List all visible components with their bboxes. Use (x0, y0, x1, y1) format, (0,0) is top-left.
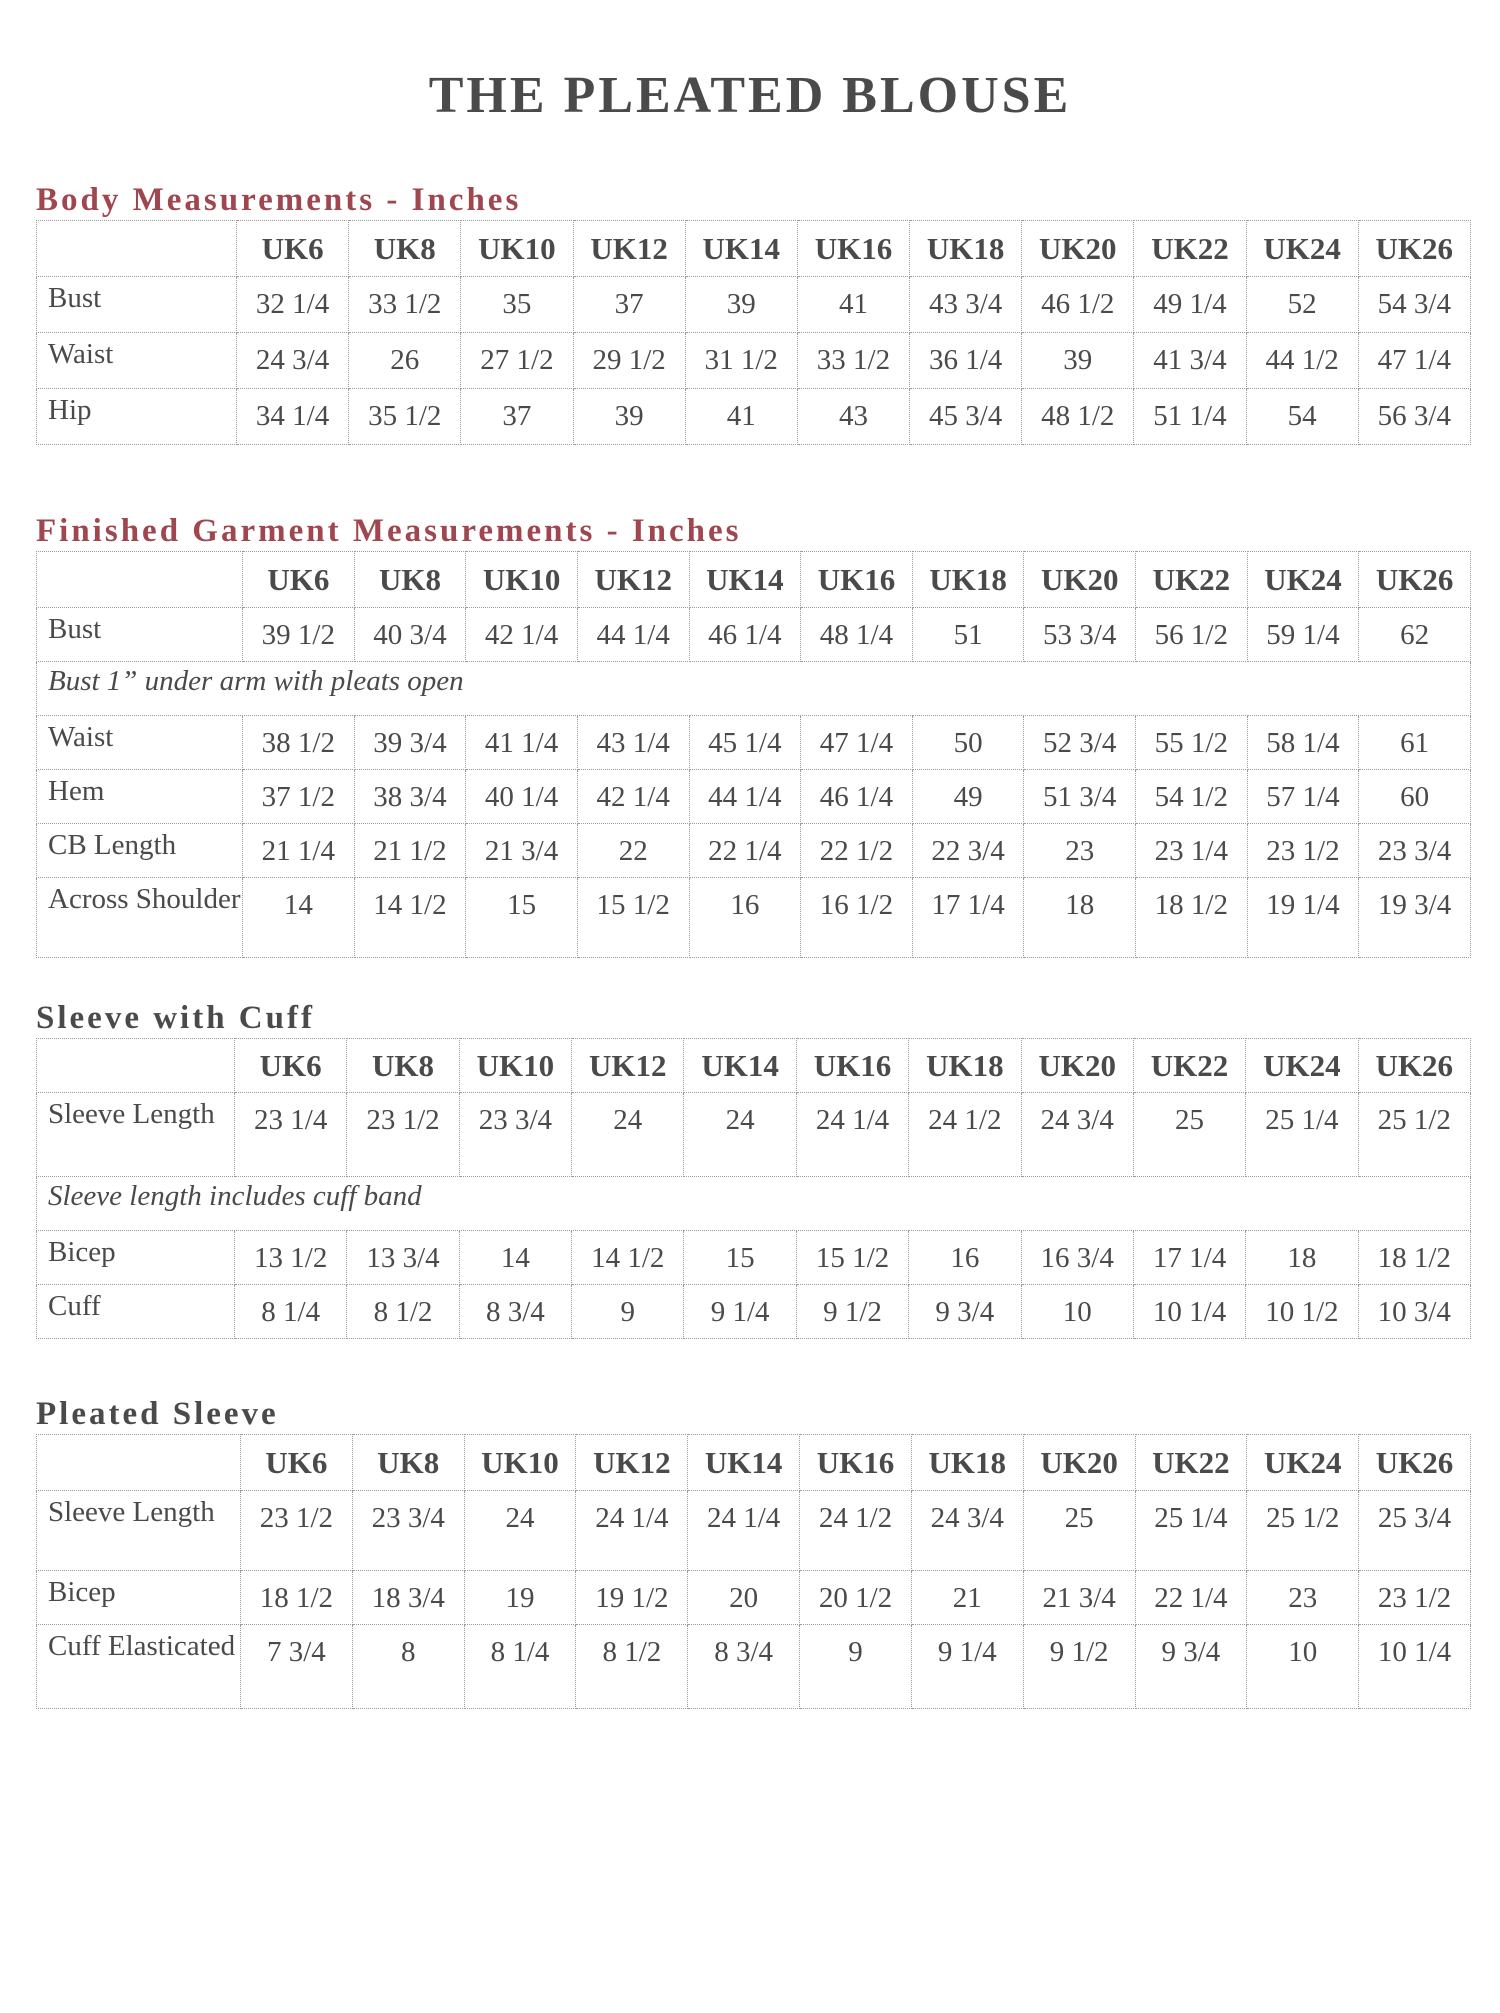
note-row (37, 1177, 1471, 1231)
value-cell: 42 1/4 (577, 770, 689, 824)
size-header-cell: UK12 (576, 1435, 688, 1491)
size-header-cell: UK22 (1135, 1435, 1247, 1491)
value-cell: 40 1/4 (466, 770, 578, 824)
value-cell: 24 3/4 (1021, 1093, 1133, 1177)
value-cell: 39 3/4 (354, 716, 466, 770)
row-label: Waist (37, 333, 237, 389)
value-cell: 26 (349, 333, 461, 389)
value-cell: 9 1/2 (796, 1285, 908, 1339)
row-note: Sleeve length includes cuff band (37, 1177, 1471, 1231)
value-cell: 29 1/2 (573, 333, 685, 389)
measurement-row (37, 608, 1471, 662)
value-cell: 40 3/4 (354, 608, 466, 662)
value-cell: 24 1/2 (800, 1491, 912, 1571)
size-header-cell: UK6 (237, 221, 349, 277)
value-cell: 46 1/4 (689, 608, 801, 662)
size-header-cell: UK10 (461, 221, 573, 277)
value-cell: 42 1/4 (466, 608, 578, 662)
value-cell: 25 3/4 (1359, 1491, 1471, 1571)
value-cell: 38 3/4 (354, 770, 466, 824)
value-cell: 41 (797, 277, 909, 333)
value-cell: 43 3/4 (910, 277, 1022, 333)
value-cell: 23 1/2 (347, 1093, 459, 1177)
value-cell: 24 1/2 (909, 1093, 1021, 1177)
value-cell: 7 3/4 (241, 1625, 353, 1709)
value-cell: 61 (1359, 716, 1471, 770)
size-header-cell: UK24 (1247, 1435, 1359, 1491)
value-cell: 23 1/4 (1136, 824, 1248, 878)
row-note: Bust 1” under arm with pleats open (37, 662, 1471, 716)
value-cell: 25 1/2 (1247, 1491, 1359, 1571)
measurement-row (37, 1285, 1471, 1339)
value-cell: 41 1/4 (466, 716, 578, 770)
value-cell: 39 (1022, 333, 1134, 389)
value-cell: 8 1/2 (347, 1285, 459, 1339)
value-cell: 37 (573, 277, 685, 333)
value-cell: 16 1/2 (801, 878, 913, 958)
measurement-row (37, 1231, 1471, 1285)
value-cell: 44 1/2 (1246, 333, 1358, 389)
value-cell: 16 3/4 (1021, 1231, 1133, 1285)
row-label: Bust (37, 277, 237, 333)
size-header-row (37, 552, 1471, 608)
header-corner-cell (37, 552, 243, 608)
size-header-cell: UK6 (235, 1039, 347, 1093)
value-cell: 23 1/2 (241, 1491, 353, 1571)
value-cell: 13 3/4 (347, 1231, 459, 1285)
value-cell: 19 3/4 (1359, 878, 1471, 958)
value-cell: 19 1/4 (1247, 878, 1359, 958)
value-cell: 43 1/4 (577, 716, 689, 770)
value-cell: 15 (684, 1231, 796, 1285)
value-cell: 14 1/2 (572, 1231, 684, 1285)
value-cell: 18 (1246, 1231, 1358, 1285)
sleeve-with-cuff-table (36, 1038, 1471, 1339)
value-cell: 23 3/4 (352, 1491, 464, 1571)
value-cell: 17 1/4 (912, 878, 1024, 958)
value-cell: 9 1/2 (1023, 1625, 1135, 1709)
size-header-cell: UK10 (459, 1039, 571, 1093)
value-cell: 18 (1024, 878, 1136, 958)
value-cell: 49 1/4 (1134, 277, 1246, 333)
row-label: Bicep (37, 1571, 241, 1625)
value-cell: 51 1/4 (1134, 389, 1246, 445)
value-cell: 23 (1024, 824, 1136, 878)
size-header-cell: UK16 (800, 1435, 912, 1491)
value-cell: 24 1/4 (796, 1093, 908, 1177)
size-header-cell: UK14 (689, 552, 801, 608)
value-cell: 8 1/4 (235, 1285, 347, 1339)
measurement-row (37, 277, 1471, 333)
size-header-cell: UK20 (1024, 552, 1136, 608)
value-cell: 53 3/4 (1024, 608, 1136, 662)
size-header-cell: UK12 (577, 552, 689, 608)
value-cell: 24 (464, 1491, 576, 1571)
size-header-cell: UK10 (464, 1435, 576, 1491)
value-cell: 10 1/2 (1246, 1285, 1358, 1339)
value-cell: 39 (685, 277, 797, 333)
row-label: Cuff (37, 1285, 235, 1339)
value-cell: 54 1/2 (1136, 770, 1248, 824)
measurement-row (37, 333, 1471, 389)
note-row (37, 662, 1471, 716)
value-cell: 50 (912, 716, 1024, 770)
value-cell: 47 1/4 (1358, 333, 1470, 389)
value-cell: 20 1/2 (800, 1571, 912, 1625)
size-header-cell: UK10 (466, 552, 578, 608)
value-cell: 24 1/4 (576, 1491, 688, 1571)
size-header-cell: UK16 (796, 1039, 908, 1093)
value-cell: 22 1/2 (801, 824, 913, 878)
value-cell: 9 1/4 (684, 1285, 796, 1339)
value-cell: 22 (577, 824, 689, 878)
size-header-cell: UK16 (801, 552, 913, 608)
value-cell: 18 1/2 (1358, 1231, 1470, 1285)
value-cell: 32 1/4 (237, 277, 349, 333)
value-cell: 16 (909, 1231, 1021, 1285)
value-cell: 45 3/4 (910, 389, 1022, 445)
size-header-cell: UK8 (347, 1039, 459, 1093)
value-cell: 58 1/4 (1247, 716, 1359, 770)
value-cell: 22 1/4 (689, 824, 801, 878)
size-header-row (37, 1435, 1471, 1491)
value-cell: 15 1/2 (796, 1231, 908, 1285)
size-header-cell: UK8 (354, 552, 466, 608)
size-header-cell: UK18 (911, 1435, 1023, 1491)
size-header-cell: UK14 (688, 1435, 800, 1491)
value-cell: 34 1/4 (237, 389, 349, 445)
value-cell: 10 1/4 (1359, 1625, 1471, 1709)
measurement-row (37, 389, 1471, 445)
size-header-cell: UK20 (1023, 1435, 1135, 1491)
value-cell: 35 (461, 277, 573, 333)
value-cell: 59 1/4 (1247, 608, 1359, 662)
value-cell: 17 1/4 (1133, 1231, 1245, 1285)
value-cell: 8 (352, 1625, 464, 1709)
value-cell: 24 3/4 (911, 1491, 1023, 1571)
value-cell: 8 3/4 (459, 1285, 571, 1339)
size-header-row (37, 221, 1471, 277)
body-measurements-table (36, 220, 1471, 445)
value-cell: 10 3/4 (1358, 1285, 1470, 1339)
value-cell: 60 (1359, 770, 1471, 824)
value-cell: 55 1/2 (1136, 716, 1248, 770)
size-header-cell: UK14 (684, 1039, 796, 1093)
value-cell: 31 1/2 (685, 333, 797, 389)
value-cell: 41 3/4 (1134, 333, 1246, 389)
row-label: Waist (37, 716, 243, 770)
value-cell: 23 (1247, 1571, 1359, 1625)
value-cell: 9 3/4 (1135, 1625, 1247, 1709)
value-cell: 9 (572, 1285, 684, 1339)
value-cell: 35 1/2 (349, 389, 461, 445)
value-cell: 8 1/4 (464, 1625, 576, 1709)
value-cell: 18 1/2 (241, 1571, 353, 1625)
section-heading: Body Measurements - Inches (36, 182, 522, 218)
value-cell: 39 1/2 (243, 608, 355, 662)
measurement-row (37, 1571, 1471, 1625)
value-cell: 24 (684, 1093, 796, 1177)
page-title: THE PLEATED BLOUSE (428, 67, 1072, 124)
section-heading: Sleeve with Cuff (36, 1000, 315, 1036)
value-cell: 24 (572, 1093, 684, 1177)
value-cell: 10 (1247, 1625, 1359, 1709)
value-cell: 9 1/4 (911, 1625, 1023, 1709)
size-header-cell: UK26 (1359, 552, 1471, 608)
size-header-row (37, 1039, 1471, 1093)
measurement-row (37, 1093, 1471, 1177)
measurement-row (37, 824, 1471, 878)
value-cell: 37 1/2 (243, 770, 355, 824)
measurement-row (37, 878, 1471, 958)
value-cell: 23 1/4 (235, 1093, 347, 1177)
value-cell: 14 (243, 878, 355, 958)
value-cell: 19 (464, 1571, 576, 1625)
value-cell: 14 1/2 (354, 878, 466, 958)
row-label: Hip (37, 389, 237, 445)
row-label: Sleeve Length (37, 1491, 241, 1571)
value-cell: 62 (1359, 608, 1471, 662)
value-cell: 51 3/4 (1024, 770, 1136, 824)
row-label: Sleeve Length (37, 1093, 235, 1177)
size-header-cell: UK22 (1136, 552, 1248, 608)
pleated-sleeve-table (36, 1434, 1471, 1709)
value-cell: 10 (1021, 1285, 1133, 1339)
value-cell: 23 1/2 (1359, 1571, 1471, 1625)
value-cell: 51 (912, 608, 1024, 662)
row-label: Bust (37, 608, 243, 662)
value-cell: 38 1/2 (243, 716, 355, 770)
finished-garment-section (36, 511, 1470, 958)
size-header-cell: UK14 (685, 221, 797, 277)
value-cell: 56 3/4 (1358, 389, 1470, 445)
value-cell: 8 3/4 (688, 1625, 800, 1709)
value-cell: 14 (459, 1231, 571, 1285)
value-cell: 46 1/2 (1022, 277, 1134, 333)
row-label: CB Length (37, 824, 243, 878)
size-header-cell: UK26 (1358, 1039, 1470, 1093)
size-header-cell: UK22 (1133, 1039, 1245, 1093)
measurement-row (37, 1625, 1471, 1709)
value-cell: 25 (1023, 1491, 1135, 1571)
value-cell: 48 1/4 (801, 608, 913, 662)
value-cell: 56 1/2 (1136, 608, 1248, 662)
value-cell: 49 (912, 770, 1024, 824)
header-corner-cell (37, 1039, 235, 1093)
value-cell: 9 3/4 (909, 1285, 1021, 1339)
size-header-cell: UK24 (1247, 552, 1359, 608)
size-header-cell: UK6 (243, 552, 355, 608)
value-cell: 16 (689, 878, 801, 958)
value-cell: 47 1/4 (801, 716, 913, 770)
value-cell: 37 (461, 389, 573, 445)
value-cell: 23 3/4 (1359, 824, 1471, 878)
value-cell: 25 (1133, 1093, 1245, 1177)
row-label: Bicep (37, 1231, 235, 1285)
value-cell: 48 1/2 (1022, 389, 1134, 445)
section-heading: Pleated Sleeve (36, 1396, 279, 1432)
size-header-cell: UK12 (572, 1039, 684, 1093)
value-cell: 21 3/4 (1023, 1571, 1135, 1625)
value-cell: 25 1/4 (1135, 1491, 1247, 1571)
value-cell: 25 1/4 (1246, 1093, 1358, 1177)
finished-garment-table (36, 551, 1471, 958)
size-header-cell: UK6 (241, 1435, 353, 1491)
value-cell: 9 (800, 1625, 912, 1709)
value-cell: 52 (1246, 277, 1358, 333)
value-cell: 19 1/2 (576, 1571, 688, 1625)
measurement-row (37, 716, 1471, 770)
size-header-cell: UK20 (1022, 221, 1134, 277)
value-cell: 43 (797, 389, 909, 445)
value-cell: 21 3/4 (466, 824, 578, 878)
value-cell: 23 1/2 (1247, 824, 1359, 878)
value-cell: 21 (911, 1571, 1023, 1625)
value-cell: 52 3/4 (1024, 716, 1136, 770)
size-header-cell: UK22 (1134, 221, 1246, 277)
section-heading: Finished Garment Measurements - Inches (36, 513, 742, 549)
measurement-row (37, 1491, 1471, 1571)
value-cell: 41 (685, 389, 797, 445)
size-header-cell: UK18 (912, 552, 1024, 608)
value-cell: 21 1/2 (354, 824, 466, 878)
header-corner-cell (37, 1435, 241, 1491)
value-cell: 46 1/4 (801, 770, 913, 824)
value-cell: 45 1/4 (689, 716, 801, 770)
size-header-cell: UK26 (1359, 1435, 1471, 1491)
value-cell: 22 3/4 (912, 824, 1024, 878)
value-cell: 13 1/2 (235, 1231, 347, 1285)
row-label: Across Shoulder (37, 878, 243, 958)
value-cell: 24 3/4 (237, 333, 349, 389)
size-header-cell: UK18 (909, 1039, 1021, 1093)
size-header-cell: UK8 (352, 1435, 464, 1491)
value-cell: 24 1/4 (688, 1491, 800, 1571)
size-header-cell: UK18 (910, 221, 1022, 277)
row-label: Hem (37, 770, 243, 824)
size-header-cell: UK24 (1246, 221, 1358, 277)
measurement-row (37, 770, 1471, 824)
value-cell: 21 1/4 (243, 824, 355, 878)
value-cell: 25 1/2 (1358, 1093, 1470, 1177)
value-cell: 20 (688, 1571, 800, 1625)
value-cell: 54 3/4 (1358, 277, 1470, 333)
value-cell: 57 1/4 (1247, 770, 1359, 824)
value-cell: 33 1/2 (797, 333, 909, 389)
value-cell: 36 1/4 (910, 333, 1022, 389)
value-cell: 27 1/2 (461, 333, 573, 389)
value-cell: 39 (573, 389, 685, 445)
value-cell: 8 1/2 (576, 1625, 688, 1709)
value-cell: 54 (1246, 389, 1358, 445)
sleeve-with-cuff-section (36, 998, 1470, 1339)
header-corner-cell (37, 221, 237, 277)
value-cell: 44 1/4 (689, 770, 801, 824)
value-cell: 23 3/4 (459, 1093, 571, 1177)
size-header-cell: UK12 (573, 221, 685, 277)
value-cell: 10 1/4 (1133, 1285, 1245, 1339)
value-cell: 22 1/4 (1135, 1571, 1247, 1625)
size-header-cell: UK20 (1021, 1039, 1133, 1093)
size-header-cell: UK16 (797, 221, 909, 277)
value-cell: 33 1/2 (349, 277, 461, 333)
size-header-cell: UK24 (1246, 1039, 1358, 1093)
value-cell: 18 1/2 (1136, 878, 1248, 958)
pleated-sleeve-section (36, 1394, 1470, 1709)
value-cell: 44 1/4 (577, 608, 689, 662)
size-header-cell: UK8 (349, 221, 461, 277)
size-header-cell: UK26 (1358, 221, 1470, 277)
value-cell: 18 3/4 (352, 1571, 464, 1625)
value-cell: 15 1/2 (577, 878, 689, 958)
body-measurements-section (36, 180, 1470, 445)
value-cell: 15 (466, 878, 578, 958)
row-label: Cuff Elasticated (37, 1625, 241, 1709)
